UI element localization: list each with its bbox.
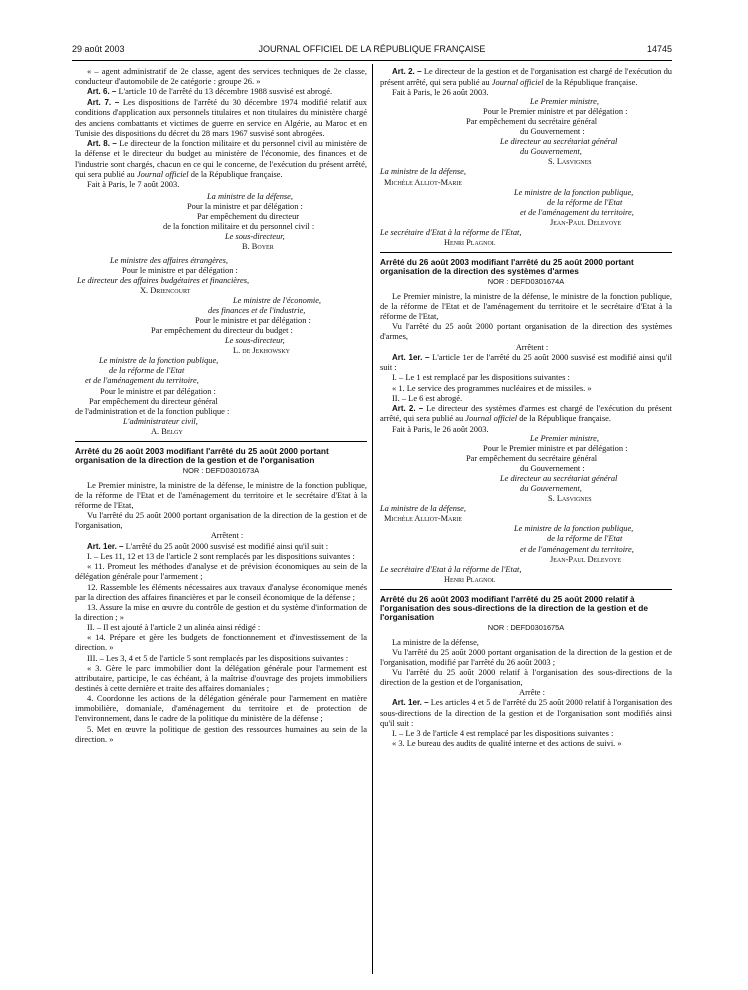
paragraph: III. – Les 3, 4 et 5 de l'article 5 sont remplacés par les dispositions suivantes : xyxy=(87,652,349,663)
fait-a-paris: Fait à Paris, le 26 août 2003. xyxy=(392,423,489,434)
signature-block: Le secrétaire d'Etat à la réforme de l'Etat, Henri Plagnol xyxy=(380,564,522,584)
signature-block: La ministre de la défense, Michèle Alliot-Marie xyxy=(380,167,466,187)
paragraph: Vu l'arrêté du 25 août 2000 portant organisation de la direction des systèmes d'armes, xyxy=(380,321,672,342)
signature-block: Le Premier ministre, Pour le Premier ministre et par délégation : Par empêchement du secrétaire général du Gouvernement : Le directeur au secrétariat général du Gouvernement, S. Lasvignes xyxy=(466,433,628,504)
signature-block: La ministre de la défense, Pour la ministre et par délégation : Par empêchement du directeur de la fonction militaire et du personnel civil : Le sous-directeur, B. Boyer xyxy=(163,192,315,252)
signature-block: La ministre de la défense, Michèle Alliot-Marie xyxy=(380,504,466,524)
paragraph: « 14. Prépare et gère les budgets de fonctionnement et d'investissement de la direction. » xyxy=(75,632,367,653)
section-rule xyxy=(380,252,672,253)
article-1: Art. 1er. – Les articles 4 et 5 de l'arrêté du 25 août 2000 relatif à l'organisation des sous-directions de la direction de la gestion et de l'organisation sont modifiés ainsi qu'il suit : xyxy=(380,697,672,729)
paragraph: I. – Le 3 de l'article 4 est remplacé par les dispositions suivantes : xyxy=(392,728,614,739)
nor-reference: NOR : DEFD0301673A xyxy=(182,465,260,475)
signature-block: Le secrétaire d'Etat à la réforme de l'Etat, Henri Plagnol xyxy=(380,227,522,247)
nor-reference: NOR : DEFD0301675A xyxy=(487,622,565,632)
paragraph: Vu l'arrêté du 25 août 2000 portant organisation de la direction de la gestion et de l'organisation, modifié par l'arrêté du 26 août 2003 ; xyxy=(380,646,672,667)
paragraph: Le Premier ministre, la ministre de la défense, le ministre de la fonction publique, de la réforme de l'Etat et de l'aménagement du territoire et le secrétaire d'Etat à la réforme de l'Etat, xyxy=(75,479,367,510)
journal-title: JOURNAL OFFICIEL DE LA RÉPUBLIQUE FRANÇAISE xyxy=(258,44,486,54)
section-rule xyxy=(380,589,672,590)
paragraph: 12. Rassemble les éléments nécessaires aux travaux d'analyse économique menés par la direction des affaires financières et par le conseil économique de la défense ; xyxy=(75,581,367,602)
article-1: Art. 1er. – L'arrêté du 25 août 2000 susvisé est modifié ainsi qu'il suit : xyxy=(87,540,329,551)
page-header xyxy=(72,44,672,60)
signature-block: Le ministre de la fonction publique, de la réforme de l'Etat et de l'aménagement du territoire, Jean-Paul Delevoye xyxy=(514,187,634,227)
article-6: Art. 6. – L'article 10 de l'arrêté du 13 décembre 1988 susvisé est abrogé. xyxy=(87,86,333,97)
paragraph: Vu l'arrêté du 25 août 2000 relatif à l'organisation des sous-directions de la direction de la gestion et de l'organisation, xyxy=(380,667,672,688)
fait-a-paris: Fait à Paris, le 7 août 2003. xyxy=(87,178,180,189)
signature-block: Le ministre de l'économie, des finances et de l'industrie, Pour le ministre et par délégation : Par empêchement du directeur du budget : Le sous-directeur, L. de Jekhowsky xyxy=(151,295,322,356)
paragraph: Le Premier ministre, la ministre de la défense, le ministre de la fonction publique, de la réforme de l'Etat et de l'aménagement du territoire et le secrétaire d'Etat à la réforme de l'Etat, xyxy=(380,290,672,322)
signature-block: Le Premier ministre, Pour le Premier ministre et par délégation : Par empêchement du secrétaire général du Gouvernement : Le directeur au secrétariat général du Gouvernement, S. Lasvignes xyxy=(466,96,628,167)
signature-block: Le ministre des affaires étrangères, Pour le ministre et par délégation : Le directeur des affaires budgétaires et financières, X. Driencourt xyxy=(77,255,250,295)
section-rule xyxy=(75,441,367,442)
decree-title: Arrêté du 26 août 2003 modifiant l'arrêté du 25 août 2000 portant organisation de la direction des systèmes d'armes xyxy=(380,257,634,276)
arretent: Arrêtent : xyxy=(515,341,549,352)
paragraph: II. – Il est ajouté à l'article 2 un alinéa ainsi rédigé : xyxy=(87,622,261,633)
paragraph: La ministre de la défense, xyxy=(392,636,479,647)
paragraph: 5. Met en œuvre la politique de gestion des ressources humaines au sein de la direction. » xyxy=(75,723,367,744)
paragraph: « 1. Le service des programmes nucléaires et de missiles. » xyxy=(392,382,592,393)
article-8: Art. 8. – Le directeur de la fonction militaire et du personnel civil au ministère de la défense et le directeur du budget au ministère de l'économie, des finances et de l'industrie sont chargés, chacun en ce qui le concerne, de l'exécution du présent arrêté, qui sera publié au Journal officiel de la République française. xyxy=(75,137,367,179)
paragraph: I. – Le 1 est remplacé par les dispositions suivantes : xyxy=(392,372,570,383)
paragraph: « – agent administratif de 2e classe, agent des services techniques de 2e classe, conducteur d'automobile de 2e catégorie : groupe 26. » xyxy=(75,66,367,87)
paragraph: 4. Coordonne les actions de la délégation générale pour l'armement en matière immobilière, domaniale, d'aménagement du territoire et de protection de l'environnement, dans le cadre de la politique du ministère de la défense ; xyxy=(75,693,367,724)
decree-title: Arrêté du 26 août 2003 modifiant l'arrêté du 25 août 2000 relatif à l'organisation des sous-directions de la direction de la gestion et de l'organisation xyxy=(380,593,648,622)
article-2: Art. 2. – Le directeur des systèmes d'armes est chargé de l'exécution du présent arrêté, qui sera publié au Journal officiel de la République française. xyxy=(380,402,673,424)
paragraph: 13. Assure la mise en œuvre du contrôle de gestion et du système d'information de la direction ; » xyxy=(75,601,367,622)
paragraph: « 3. Gère le parc immobilier dont la délégation générale pour l'armement est attributaire, participe, le cas échéant, à la maîtrise d'ouvrage des projets immobiliers destinés à cette dernière et traite des affaires domaniales ; xyxy=(75,662,367,693)
article-2: Art. 2. – Le directeur de la gestion et de l'organisation est chargé de l'exécution du présent arrêté, qui sera publié au Journal officiel de la République française. xyxy=(380,66,673,87)
article-1: Art. 1er. – L'article 1er de l'arrêté du 25 août 2000 susvisé est modifié ainsi qu'il suit : xyxy=(380,351,673,373)
issue-date: 29 août 2003 xyxy=(72,44,125,54)
page-number: 14745 xyxy=(646,44,672,54)
paragraph: « 3. Le bureau des audits de qualité interne et des actions de suivi. » xyxy=(392,738,622,749)
arretent: Arrêtent : xyxy=(210,530,244,541)
column-divider xyxy=(372,64,373,974)
article-7: Art. 7. – Les dispositions de l'arrêté du 30 décembre 1974 modifié relatif aux conditions d'application aux personnels titulaires et non titulaires du ministère chargé des anciens combattants et victimes de guerre en service en Algérie, au Maroc et en Tunisie des dispositions du décret du 28 mars 1967 susvisé sont abrogées. xyxy=(75,96,368,138)
header-rule xyxy=(72,60,672,61)
left-column xyxy=(75,66,367,744)
paragraph: II. – Le 6 est abrogé. xyxy=(392,392,463,403)
paragraph: « 11. Promeut les méthodes d'analyse et de prévision économiques au sein de la délégation générale pour l'armement ; xyxy=(75,561,367,582)
decree-title: Arrêté du 26 août 2003 modifiant l'arrêté du 25 août 2000 portant organisation de la direction de la gestion et de l'organisation xyxy=(75,445,329,465)
fait-a-paris: Fait à Paris, le 26 août 2003. xyxy=(392,86,489,97)
right-column xyxy=(380,66,672,749)
nor-reference: NOR : DEFD0301674A xyxy=(487,276,565,286)
paragraph: I. – Les 11, 12 et 13 de l'article 2 sont remplacés par les dispositions suivantes : xyxy=(87,551,355,562)
signature-block: Le ministre de la fonction publique, de la réforme de l'Etat et de l'aménagement du territoire, Jean-Paul Delevoye xyxy=(514,524,634,564)
paragraph: Vu l'arrêté du 25 août 2000 portant organisation de la direction de la gestion et de l'organisation, xyxy=(75,510,367,531)
signature-block: Le ministre de la fonction publique, de la réforme de l'Etat et de l'aménagement du territoire, Pour le ministre et par délégation : Par empêchement du directeur général de l'administration et de la fonction publique : L'administrateur civil, A. Belgy xyxy=(75,356,230,436)
arrete: Arrête : xyxy=(518,687,545,698)
